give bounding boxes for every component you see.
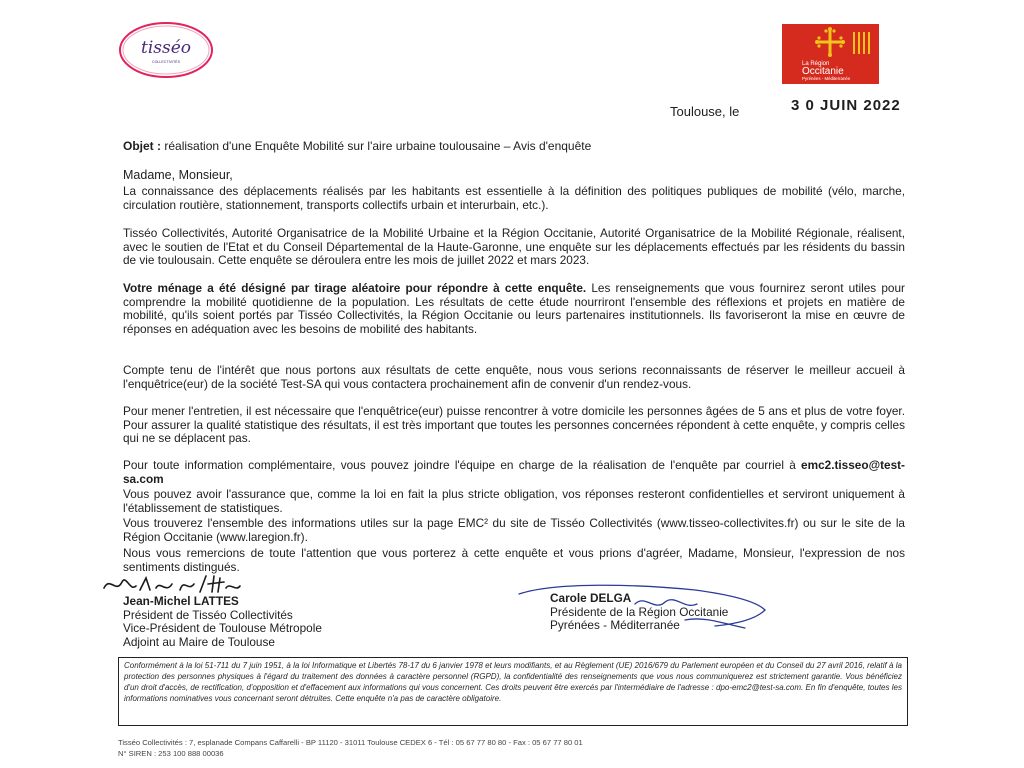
footer (118, 737, 918, 759)
paragraph-4: Compte tenu de l'intérêt que nous portons aux résultats de cette enquête, nous vous serions reconnaissants de réserver le meilleur accueil à l'enquêtrice(eur) de la société Test-SA qui vous contactera prochainement afin de convenir d'un rendez-vous. (123, 363, 905, 391)
paragraph-3-bold: Votre ménage a été désigné par tirage aléatoire pour répondre à cette enquête. (123, 281, 587, 295)
subject-label: Objet : (123, 139, 161, 153)
left-signatory-title-1: Président de Tisséo Collectivités (123, 607, 293, 622)
footer-siren: N° SIREN : 253 100 888 00036 (118, 749, 224, 758)
tisseo-logo-sub: COLLECTIVITÉS (152, 60, 180, 64)
left-signature-block (123, 595, 322, 649)
footer-address: Tisséo Collectivités : 7, esplanade Compans Caffarelli - BP 11120 - 31011 Toulouse CEDEX 6 - Tél : 05 67 77 80 80 - Fax : 05 67 77 80 01 (118, 738, 583, 747)
right-signatory-title-1: Présidente de la Région Occitanie (550, 604, 729, 619)
region-occitanie-logo (782, 24, 879, 84)
subject-line (123, 139, 923, 153)
left-signatory-name: Jean-Michel LATTES (123, 594, 239, 608)
left-signatory-title-3: Adjoint au Maire de Toulouse (123, 634, 275, 649)
paragraph-1: La connaissance des déplacements réalisés par les habitants est essentielle à la définition des politiques publiques de mobilité (vélo, marche, circulation routière, stationnement, transports collectifs urbain et interurbain, etc.). (123, 184, 905, 212)
right-signatory-name: Carole DELGA (550, 591, 632, 605)
subject-text: réalisation d'une Enquête Mobilité sur l'aire urbaine toulousaine – Avis d'enquête (164, 139, 592, 153)
paragraph-5: Pour mener l'entretien, il est nécessaire que l'enquêtrice(eur) puisse rencontrer à votre domicile les personnes âgées de 5 ans et plus de votre foyer. Pour assurer la qualité statistique des résultats, il est très important que toutes les personnes concernées répondent à cette enquête, y compris celles qui ne se déplacent pas. (123, 404, 905, 446)
paragraph-9: Nous vous remercions de toute l'attention que vous porterez à cette enquête et vous prions d'agréer, Madame, Monsieur, l'expression de nos sentiments distingués. (123, 546, 905, 574)
tisseo-logo-graphic (117, 20, 215, 80)
paragraph-6-text: Pour toute information complémentaire, vous pouvez joindre l'équipe en charge de la réalisation de l'enquête par courriel à (123, 458, 802, 472)
paragraph-3 (123, 282, 905, 336)
tisseo-logo-text: tisséo (140, 38, 192, 58)
paragraph-3-text: Les renseignements que vous fournirez seront utiles pour comprendre la mobilité quotidienne de la population. Les résultats de cette étude nourriront l'ensemble des réflexions et projets en matière de mobilité, qu'ils soient portés par Tisséo Collectivités, la Région Occitanie ou leurs partenaires institutionnels. Ils favoriseront la mise en œuvre de réponses en adéquation avec les besoins de mobilité des habitants. (123, 281, 905, 336)
paragraph-2: Tisséo Collectivités, Autorité Organisatrice de la Mobilité Urbaine et la Région Occitanie, Autorité Organisatrice de la Mobilité Régionale, réalisent, avec le soutien de l'Etat et du Conseil Départemental de la Haute-Garonne, une enquête sur les déplacements effectués par les résidents du bassin de vie toulousain. Cette enquête se déroulera entre les mois de juillet 2022 et mars 2023. (123, 226, 905, 268)
legal-notice-box: Conformément à la loi 51-711 du 7 juin 1951, à la loi Informatique et Libertés 78-17 du 6 janvier 1978 et leurs modifiants, et au Règlement (UE) 2016/679 du Parlement européen et du Conseil du 27 avril 2016, relatif à la protection des personnes physiques à l'égard du traitement des données à caractère personnel (RGPD), la confidentialité des renseignements que vous nous communiquerez est strictement garantie. Vous bénéficiez d'un droit d'accès, de rectification, d'opposition et d'effacement aux informations qui vous concernent. Ces droits peuvent être exercés par l'intermédiaire de l'adresse : dpo-emc2@test-sa.com. En fin d'enquête, toutes les informations nominatives vous concernant seront détruites. Cette enquête n'a pas de caractère obligatoire. (118, 657, 908, 726)
right-signature-block (550, 592, 728, 633)
date-line (640, 94, 920, 119)
city-label: Toulouse, le (670, 104, 740, 119)
right-signatory-title-2: Pyrénées - Méditerranée (550, 618, 680, 633)
paragraph-8: Vous trouverez l'ensemble des informations utiles sur la page EMC² du site de Tisséo Collectivités (www.tisseo-collectivites.fr) ou sur le site de la Région Occitanie (www.laregion.fr). (123, 516, 905, 544)
region-logo-line1: La Région (802, 61, 830, 67)
paragraph-7: Vous pouvez avoir l'assurance que, comme la loi en fait la plus stricte obligation, vos réponses resteront confidentielles et serviront uniquement à l'établissement de statistiques. (123, 487, 905, 515)
contact-email-link[interactable]: emc2.tisseo@test-sa.com (123, 458, 905, 486)
left-signatory-title-2: Vice-Président de Toulouse Métropole (123, 621, 322, 636)
paragraph-6 (123, 459, 905, 486)
date-stamp: 3 0 JUIN 2022 (791, 97, 901, 114)
region-logo-line2: Occitanie (802, 66, 844, 77)
salutation: Madame, Monsieur, (123, 168, 233, 182)
occitan-cross-icon (782, 24, 879, 84)
tisseo-logo (117, 20, 215, 80)
region-logo-line3: Pyrénées - Méditerranée (802, 76, 851, 81)
